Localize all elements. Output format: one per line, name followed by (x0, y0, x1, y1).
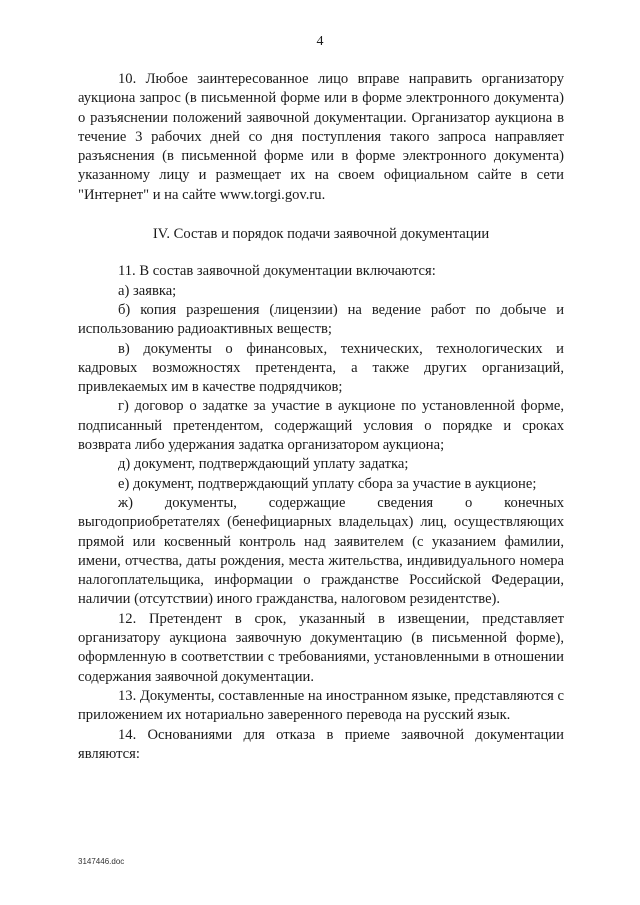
paragraph-13: 13. Документы, составленные на иностранном языке, представляются с приложением их нотариально заверенного перевода на русский язык. (78, 687, 564, 724)
paragraph-10: 10. Любое заинтересованное лицо вправе направить организатору аукциона запрос (в письменной форме или в форме электронного документа) о разъяснении положений заявочной документации. Организатор аукциона в течение 3 рабочих дней со дня поступления такого запроса направляет разъяснения (в письменной форме или в форме электронного документа) указанному лицу и размещает их на своем официальном сайте в сети "Интернет" и на сайте www.torgi.gov.ru. (78, 71, 564, 203)
item-e: е) документ, подтверждающий уплату сбора за участие в аукционе; (118, 475, 537, 492)
item-b: б) копия разрешения (лицензии) на ведение работ по добыче и использованию радиоактивных веществ; (78, 301, 564, 338)
item-g: г) договор о задатке за участие в аукционе по установленной форме, подписанный претендентом, содержащий условия о порядке и сроках возврата либо удержания задатка организатором аукциона; (78, 398, 564, 454)
paragraph-11: 11. В состав заявочной документации включаются: (118, 263, 436, 280)
page-number: 4 (316, 34, 324, 49)
paragraph-14: 14. Основаниями для отказа в приеме заявочной документации являются: (78, 726, 564, 762)
file-label: 3147446.doc (78, 857, 125, 866)
item-a: а) заявка; (118, 282, 177, 299)
section-heading: IV. Состав и порядок подачи заявочной документации (152, 226, 490, 243)
document-body (78, 70, 564, 764)
item-v: в) документы о финансовых, технических, технологических и кадровых возможностях претендента, а также других организаций, привлекаемых им в качестве подрядчиков; (78, 340, 564, 396)
paragraph-12: 12. Претендент в срок, указанный в извещении, представляет организатору аукциона заявочную документацию (в письменной форме), оформленную в соответствии с требованиями, установленными в отношении содержания заявочной документации. (78, 610, 564, 685)
item-zh: ж) документы, содержащие сведения о конечных выгодоприобретателях (бенефициарных владельцах) лиц, осуществляющих прямой или косвенный контроль над заявителем (с указанием фамилии, имени, отчества, даты рождения, места жительства, индивидуального номера налогоплательщика, информации о гражданстве Российской Федерации, наличии (отсутствии) иного гражданства, налоговом резидентстве). (78, 494, 564, 608)
item-d: д) документ, подтверждающий уплату задатка; (118, 456, 409, 473)
